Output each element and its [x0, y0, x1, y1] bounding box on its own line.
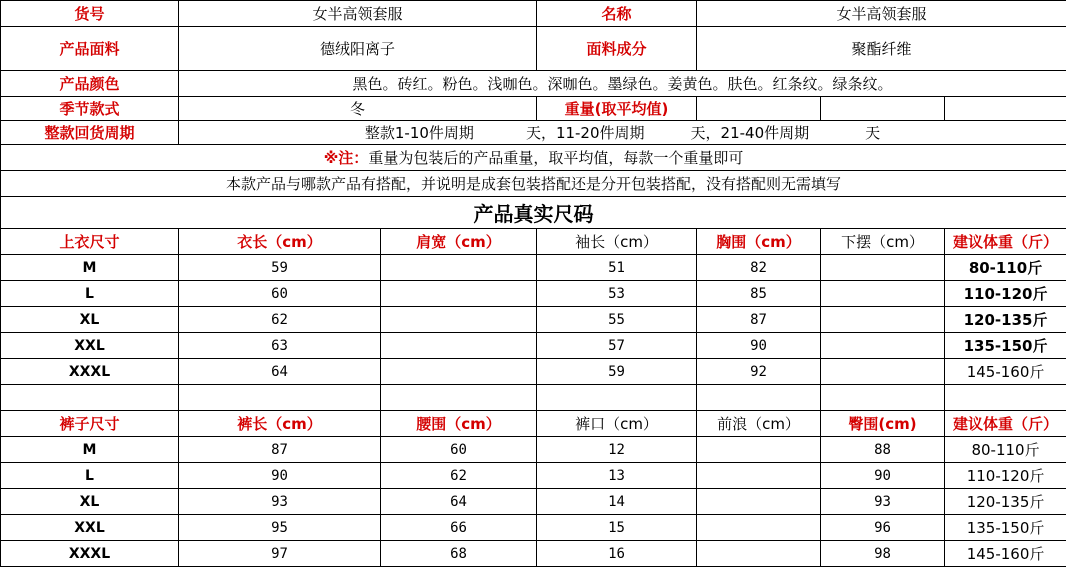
match-row [1, 171, 1066, 197]
note-text: 重量为包装后的产品重量，取平均值，每款一个重量即可 [368, 149, 744, 167]
top-chest[interactable]: 87 [697, 307, 821, 333]
cycle-value[interactable] [179, 121, 1066, 145]
season-label: 季节款式 [1, 97, 179, 121]
season-row [1, 97, 1066, 121]
weight-note [1, 145, 1066, 171]
pants-header-weight: 建议体重（斤） [945, 411, 1066, 437]
top-weight[interactable]: 110-120斤 [945, 281, 1066, 307]
size-title: 产品真实尺码 [1, 197, 1066, 229]
pants-length[interactable]: 95 [179, 515, 381, 541]
item-row [1, 1, 1066, 27]
pants-header-rise: 前浪（cm） [697, 411, 821, 437]
top-shoulder[interactable] [381, 359, 537, 385]
pants-waist[interactable]: 64 [381, 489, 537, 515]
top-shoulder[interactable] [381, 255, 537, 281]
table-row [1, 515, 1066, 541]
pants-size: XXXL [1, 541, 179, 567]
top-length[interactable]: 59 [179, 255, 381, 281]
cycle-part-3: 天，21-40件周期 [690, 124, 810, 142]
spacer-cell [821, 385, 945, 411]
table-row [1, 489, 1066, 515]
top-weight[interactable]: 80-110斤 [945, 255, 1066, 281]
note-prefix: ※注： [323, 149, 369, 167]
pants-rise[interactable] [697, 437, 821, 463]
pants-leg[interactable]: 13 [537, 463, 697, 489]
color-value[interactable]: 黑色。砖红。粉色。浅咖色。深咖色。墨绿色。姜黄色。肤色。红条纹。绿条纹。 [179, 71, 1066, 97]
top-size: XL [1, 307, 179, 333]
top-header-sleeve: 袖长（cm） [537, 229, 697, 255]
top-length[interactable]: 60 [179, 281, 381, 307]
pants-weight[interactable]: 80-110斤 [945, 437, 1066, 463]
cycle-label: 整款回货周期 [1, 121, 179, 145]
top-hem[interactable] [821, 255, 945, 281]
top-sleeve[interactable]: 59 [537, 359, 697, 385]
pants-header-row [1, 411, 1066, 437]
pants-hip[interactable]: 93 [821, 489, 945, 515]
pants-rise[interactable] [697, 463, 821, 489]
pants-leg[interactable]: 16 [537, 541, 697, 567]
cycle-part-1: 整款1-10件周期 [364, 124, 474, 142]
pants-waist[interactable]: 62 [381, 463, 537, 489]
pants-leg[interactable]: 12 [537, 437, 697, 463]
top-header-shoulder: 肩宽（cm） [381, 229, 537, 255]
top-length[interactable]: 62 [179, 307, 381, 333]
pants-weight[interactable]: 135-150斤 [945, 515, 1066, 541]
table-row [1, 359, 1066, 385]
pants-leg[interactable]: 15 [537, 515, 697, 541]
name-label: 名称 [537, 1, 697, 27]
note-row [1, 145, 1066, 171]
pants-header-length: 裤长（cm） [179, 411, 381, 437]
match-note: 本款产品与哪款产品有搭配，并说明是成套包装搭配还是分开包装搭配，没有搭配则无需填写 [1, 171, 1066, 197]
top-size: XXXL [1, 359, 179, 385]
top-hem[interactable] [821, 307, 945, 333]
weight-cell-1[interactable] [697, 97, 821, 121]
item-no-label: 货号 [1, 1, 179, 27]
composition-value[interactable]: 聚酯纤维 [697, 27, 1066, 71]
table-row [1, 463, 1066, 489]
pants-waist[interactable]: 66 [381, 515, 537, 541]
color-label: 产品颜色 [1, 71, 179, 97]
pants-weight[interactable]: 145-160斤 [945, 541, 1066, 567]
fabric-value[interactable]: 德绒阳离子 [179, 27, 537, 71]
color-row [1, 71, 1066, 97]
top-shoulder[interactable] [381, 333, 537, 359]
pants-header-leg: 裤口（cm） [537, 411, 697, 437]
pants-size: L [1, 463, 179, 489]
top-header-chest: 胸围（cm） [697, 229, 821, 255]
pants-leg[interactable]: 14 [537, 489, 697, 515]
top-chest[interactable]: 92 [697, 359, 821, 385]
top-header-length: 衣长（cm） [179, 229, 381, 255]
season-value[interactable]: 冬 [179, 97, 537, 121]
pants-header-size: 裤子尺寸 [1, 411, 179, 437]
cycle-part-2: 天，11-20件周期 [525, 124, 645, 142]
pants-size: XXL [1, 515, 179, 541]
top-header-row [1, 229, 1066, 255]
pants-size: XL [1, 489, 179, 515]
spacer-row [1, 385, 1066, 411]
pants-rise[interactable] [697, 489, 821, 515]
table-row [1, 281, 1066, 307]
top-length[interactable]: 64 [179, 359, 381, 385]
top-sleeve[interactable]: 51 [537, 255, 697, 281]
spacer-cell [697, 385, 821, 411]
top-size: XXL [1, 333, 179, 359]
pants-waist[interactable]: 68 [381, 541, 537, 567]
top-shoulder[interactable] [381, 281, 537, 307]
cycle-part-4: 天 [865, 124, 881, 142]
top-chest[interactable]: 90 [697, 333, 821, 359]
spacer-cell [179, 385, 381, 411]
top-sleeve[interactable]: 53 [537, 281, 697, 307]
top-weight[interactable]: 145-160斤 [945, 359, 1066, 385]
top-hem[interactable] [821, 333, 945, 359]
cycle-row [1, 121, 1066, 145]
spacer-cell [381, 385, 537, 411]
table-row [1, 541, 1066, 567]
top-length[interactable]: 63 [179, 333, 381, 359]
weight-cell-2[interactable] [821, 97, 945, 121]
composition-label: 面料成分 [537, 27, 697, 71]
top-size: M [1, 255, 179, 281]
weight-cell-3[interactable] [945, 97, 1066, 121]
pants-length[interactable]: 90 [179, 463, 381, 489]
top-header-size: 上衣尺寸 [1, 229, 179, 255]
pants-waist[interactable]: 60 [381, 437, 537, 463]
spacer-cell [537, 385, 697, 411]
top-hem[interactable] [821, 359, 945, 385]
pants-hip[interactable]: 90 [821, 463, 945, 489]
pants-hip[interactable]: 96 [821, 515, 945, 541]
table-row [1, 255, 1066, 281]
pants-rise[interactable] [697, 541, 821, 567]
spacer-cell [1, 385, 179, 411]
pants-length[interactable]: 87 [179, 437, 381, 463]
size-title-row [1, 197, 1066, 229]
pants-rise[interactable] [697, 515, 821, 541]
top-header-weight: 建议体重（斤） [945, 229, 1066, 255]
top-chest[interactable]: 85 [697, 281, 821, 307]
top-hem[interactable] [821, 281, 945, 307]
top-weight[interactable]: 120-135斤 [945, 307, 1066, 333]
item-no-value[interactable]: 女半高领套服 [179, 1, 537, 27]
weight-label: 重量(取平均值) [537, 97, 697, 121]
top-shoulder[interactable] [381, 307, 537, 333]
pants-weight[interactable]: 120-135斤 [945, 489, 1066, 515]
pants-size: M [1, 437, 179, 463]
table-row [1, 333, 1066, 359]
top-size: L [1, 281, 179, 307]
pants-header-waist: 腰围（cm） [381, 411, 537, 437]
spacer-cell [945, 385, 1066, 411]
top-chest[interactable]: 82 [697, 255, 821, 281]
pants-hip[interactable]: 88 [821, 437, 945, 463]
pants-weight[interactable]: 110-120斤 [945, 463, 1066, 489]
pants-length[interactable]: 93 [179, 489, 381, 515]
pants-length[interactable]: 97 [179, 541, 381, 567]
fabric-row [1, 27, 1066, 71]
top-sleeve[interactable]: 55 [537, 307, 697, 333]
top-header-hem: 下摆（cm） [821, 229, 945, 255]
fabric-label: 产品面料 [1, 27, 179, 71]
top-sleeve[interactable]: 57 [537, 333, 697, 359]
pants-header-hip: 臀围(cm) [821, 411, 945, 437]
top-weight[interactable]: 135-150斤 [945, 333, 1066, 359]
name-value[interactable]: 女半高领套服 [697, 1, 1066, 27]
table-row [1, 307, 1066, 333]
table-row [1, 437, 1066, 463]
pants-hip[interactable]: 98 [821, 541, 945, 567]
